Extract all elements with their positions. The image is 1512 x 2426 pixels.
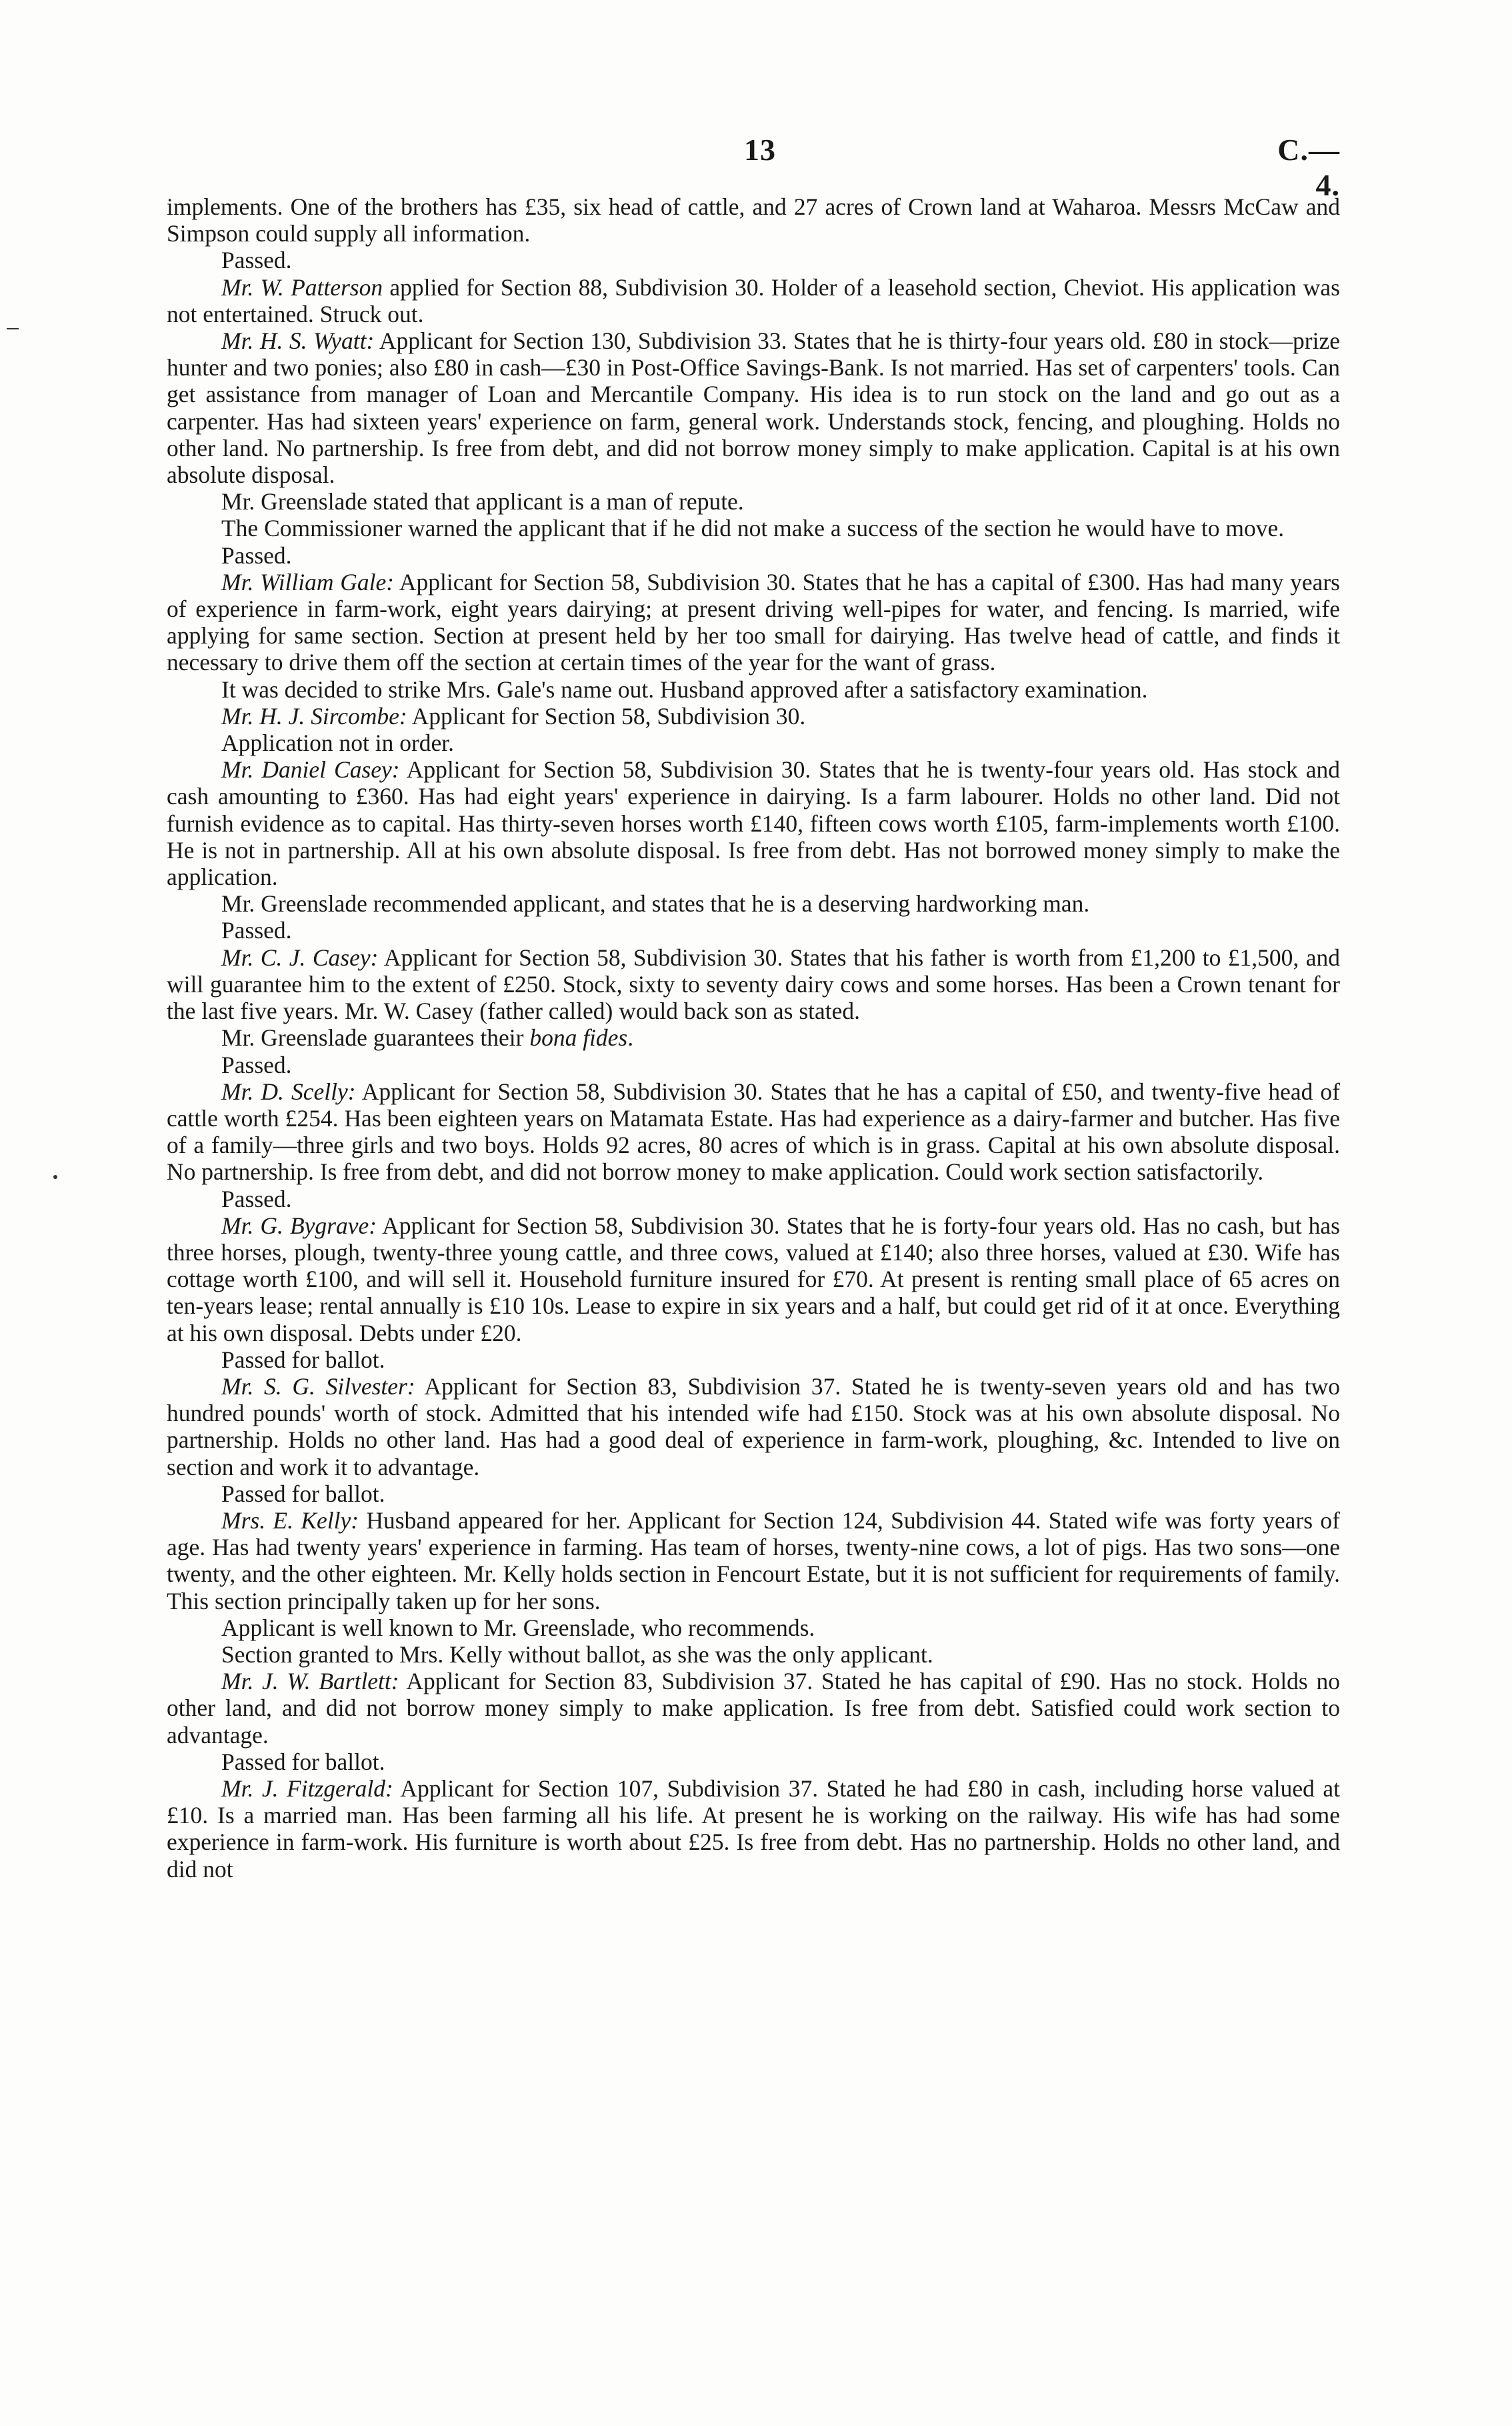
paragraph (167, 569, 1340, 676)
applicant-name: Mr. S. G. Silvester: (221, 1372, 415, 1400)
paragraph-text: Applicant for Section 58, Subdivision 30. States that he is twenty-four years old. Has stock and cash amounting to £360. Has had eight years' experience in dairying. Is a farm labourer. Holds no other land. Did not furnish evidence as to capital. Has thirty-seven horses worth £140, fifteen cows worth £105, farm-implements worth £100. He is not in partnership. All at his own absolute disposal. Is free from debt. Has not borrowed money simply to make the application. (167, 756, 1340, 891)
paragraph-text: Mr. Greenslade recommended applicant, and states that he is a deserving hardworking man. (221, 890, 1090, 918)
paragraph (167, 944, 1340, 1025)
paragraph (167, 274, 1340, 327)
paragraph (167, 1373, 1340, 1480)
paragraph-text: Passed for ballot. (221, 1480, 385, 1507)
margin-mark (53, 1175, 57, 1179)
paragraph-text: Applicant for Section 83, Subdivision 37. Stated he is twenty-seven years old and has two hundred pounds' worth of stock. Admitted that his intended wife had £150. Stock was at his own absolute disposal. No partnership. Holds no other land. Has had a good deal of experience in farm-work, ploughing, &c. Intended to live on section and work it to advantage. (167, 1372, 1340, 1480)
paragraph (167, 1748, 1340, 1775)
applicant-name: Mr. D. Scelly: (221, 1078, 356, 1105)
paragraph-text: applied for Section 88, Subdivision 30. Holder of a leasehold section, Cheviot. His application was not entertained. Struck out. (167, 273, 1340, 327)
paragraph (167, 1346, 1340, 1373)
applicant-name: Mr. J. W. Bartlett: (221, 1668, 399, 1695)
paragraph-text: It was decided to strike Mrs. Gale's name out. Husband approved after a satisfactory examination. (221, 676, 1148, 703)
applicant-name: Mrs. E. Kelly: (221, 1506, 359, 1534)
paragraph-text: Applicant for Section 58, Subdivision 30. States that he is forty-four years old. Has no cash, but has three horses, plough, twenty-three young cattle, and three cows, valued at £140; also three horses, valued at £30. Wife has cottage worth £100, and will sell it. Household furniture insured for £70. At present is renting small place of 65 acres on ten-years lease; rental annually is £10 10s. Lease to expire in six years and a half, but could get rid of it at once. Everything at his own disposal. Debts under £20. (167, 1212, 1340, 1346)
paragraph-text: Section granted to Mrs. Kelly without ballot, as she was the only applicant. (221, 1640, 933, 1668)
paper-reference: C.—4. (1277, 133, 1340, 202)
applicant-name: Mr. G. Bygrave: (221, 1212, 377, 1239)
paragraph-text: Passed. (221, 1051, 292, 1078)
paragraph-text: Applicant for Section 58, Subdivision 30. States that he has a capital of £50, and twenty-five head of cattle worth £254. Has been eighteen years on Matamata Estate. Has had experience as a dairy-farmer and butcher. Has five of a family—three girls and two boys. Holds 92 acres, 80 acres of which is in grass. Capital at his own absolute disposal. No partnership. Is free from debt, and did not borrow money to make application. Could work section satisfactorily. (167, 1078, 1340, 1186)
paragraph-text: Applicant for Section 130, Subdivision 33. States that he is thirty-four years old. £80 in stock—prize hunter and two ponies; also £80 in cash—£30 in Post-Office Savings-Bank. Is not married. Has set of carpenters' tools. Can get assistance from manager of Loan and Mercantile Company. His idea is to run stock on the land and go out as a carpenter. Has had sixteen years' experience on farm, general work. Understands stock, fencing, and ploughing. Holds no other land. No partnership. Is free from debt, and did not borrow money simply to make application. Capital is at his own absolute disposal. (167, 327, 1340, 489)
applicant-name: Mr. W. Patterson (221, 273, 383, 301)
applicant-name: Mr. C. J. Casey: (221, 944, 379, 971)
paragraph (167, 1078, 1340, 1186)
italic-phrase: bona fides (529, 1024, 628, 1052)
paragraph (167, 756, 1340, 890)
paragraph (167, 1480, 1340, 1507)
paragraph (167, 515, 1340, 541)
page-number: 13 (744, 133, 776, 167)
paragraph-text: Mr. Greenslade guarantees their (221, 1024, 530, 1052)
applicant-name: Mr. William Gale: (221, 568, 395, 595)
paragraph-text: Applicant is well known to Mr. Greenslade, who recommends. (221, 1614, 815, 1641)
paragraph (167, 1668, 1340, 1748)
paragraph-text: Applicant for Section 58, Subdivision 30. States that he has a capital of £300. Has had many years of experience in farm-work, eight years dairying; at present driving well-pipes for water, and fencing. Is married, wife applying for same section. Section at present held by her too small for dairying. Has twelve head of cattle, and finds it necessary to drive them off the section at certain times of the year for the want of grass. (167, 568, 1340, 676)
paragraph-text: implements. One of the brothers has £35, six head of cattle, and 27 acres of Crown land at Waharoa. Messrs McCaw and Simpson could supply all information. (167, 193, 1340, 247)
paragraph-text: Passed. (221, 1185, 292, 1212)
paragraph (167, 703, 1340, 730)
paragraph-text: Passed for ballot. (221, 1748, 385, 1775)
paragraph (167, 1052, 1340, 1078)
paragraph (167, 193, 1340, 247)
body-text (167, 193, 1340, 1883)
applicant-name: Mr. Daniel Casey: (221, 756, 400, 784)
paragraph (167, 1212, 1340, 1346)
paragraph-text: Mr. Greenslade stated that applicant is a man of repute. (221, 488, 744, 515)
paragraph-text: Passed. (221, 541, 292, 569)
paragraph (167, 542, 1340, 569)
paragraph (167, 1507, 1340, 1614)
paragraph-text: Application not in order. (221, 730, 455, 757)
paragraph-text: Applicant for Section 58, Subdivision 30. (407, 702, 806, 730)
paragraph (167, 890, 1340, 917)
paragraph (167, 1186, 1340, 1212)
paragraph (167, 247, 1340, 273)
paragraph (167, 917, 1340, 944)
paragraph (167, 1614, 1340, 1641)
applicant-name: Mr. J. Fitzgerald: (221, 1774, 393, 1802)
paragraph (167, 1641, 1340, 1668)
paragraph-tail: . (627, 1024, 634, 1052)
applicant-name: Mr. H. J. Sircombe: (221, 702, 407, 730)
paragraph (167, 730, 1340, 756)
paragraph (167, 676, 1340, 703)
paragraph (167, 327, 1340, 488)
paragraph-text: Applicant for Section 107, Subdivision 37. Stated he had £80 in cash, including horse valued at £10. Is a married man. Has been farming all his life. At present he is working on the railway. His wife has had some experience in farm-work. His furniture is worth about £25. Is free from debt. Has no partnership. Holds no other land, and did not (167, 1774, 1340, 1883)
margin-mark (7, 328, 19, 329)
paragraph (167, 1775, 1340, 1883)
paragraph-text: The Commissioner warned the applicant that if he did not make a success of the section he would have to move. (221, 515, 1285, 542)
paragraph-text: Passed for ballot. (221, 1346, 385, 1373)
applicant-name: Mr. H. S. Wyatt: (221, 327, 375, 355)
paragraph-text: Applicant for Section 58, Subdivision 30. States that his father is worth from £1,200 to £1,500, and will guarantee him to the extent of £250. Stock, sixty to seventy dairy cows and some horses. Has been a Crown tenant for the last five years. Mr. W. Casey (father called) would back son as stated. (167, 944, 1340, 1025)
paragraph-text: Passed. (221, 247, 292, 274)
paragraph-text: Husband appeared for her. Applicant for Section 124, Subdivision 44. Stated wife was forty years of age. Has had twenty years' experience in farming. Has team of horses, twenty-nine cows, a lot of pigs. Has two sons—one twenty, and the other eighteen. Mr. Kelly holds section in Fencourt Estate, but it is not sufficient for requirements of family. This section principally taken up for her sons. (167, 1506, 1340, 1614)
paragraph-text: Applicant for Section 83, Subdivision 37. Stated he has capital of £90. Has no stock. Holds no other land, and did not borrow money simply to make application. Is free from debt. Satisfied could work section to advantage. (167, 1668, 1340, 1748)
paragraph (167, 1024, 1340, 1051)
paragraph (167, 488, 1340, 515)
paragraph-text: Passed. (221, 917, 292, 944)
